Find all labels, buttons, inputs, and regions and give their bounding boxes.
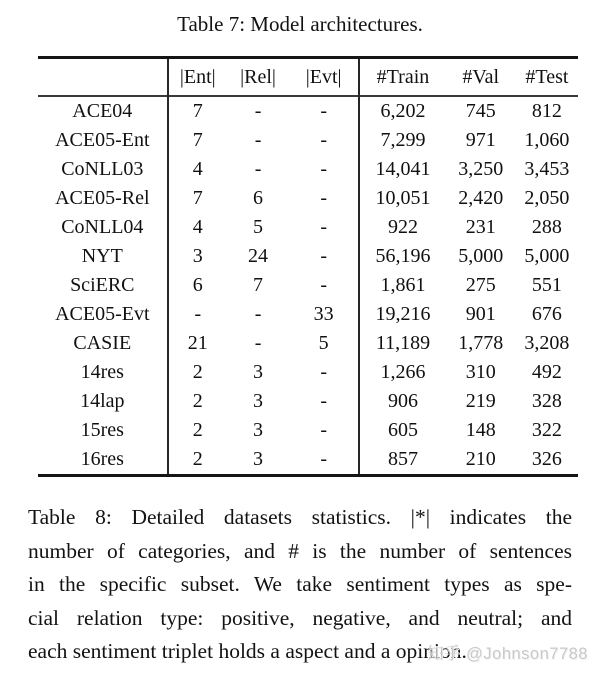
value-cell: 7 <box>253 274 264 296</box>
value-cell: - <box>289 242 359 271</box>
table-row <box>38 213 578 242</box>
dataset-name-cell: ACE05-Ent <box>38 126 168 155</box>
value-cell: 7,299 <box>380 129 426 151</box>
dataset-name-cell: CASIE <box>38 329 168 358</box>
table-row <box>38 155 578 184</box>
table-row <box>38 184 578 213</box>
value-cell: 11,189 <box>375 332 431 354</box>
value-cell: 24 <box>248 245 269 267</box>
value-cell: 33 <box>289 300 359 329</box>
caption-line: in the specific subset. We take sentiment types as spe- <box>28 572 572 596</box>
table-row <box>38 126 578 155</box>
value-cell: 3 <box>253 361 264 383</box>
dataset-name-cell: 14lap <box>38 387 168 416</box>
value-cell: 19,216 <box>375 303 431 325</box>
table-row <box>38 329 578 358</box>
table-row <box>38 271 578 300</box>
caption-line: number of categories, and # is the number of sentences <box>28 538 572 563</box>
value-cell: 906 <box>387 390 418 412</box>
datasets-table <box>38 56 578 477</box>
value-cell: 3 <box>253 448 264 470</box>
dataset-name-cell: ACE05-Rel <box>38 184 168 213</box>
value-cell: - <box>289 416 359 445</box>
value-cell: 2 <box>192 419 203 441</box>
column-header-empty <box>38 58 168 97</box>
dataset-name-cell: ACE04 <box>38 96 168 126</box>
value-cell: 3,453 <box>524 158 570 180</box>
table-header-row <box>38 58 578 97</box>
value-cell: 14,041 <box>375 158 431 180</box>
table-row <box>38 416 578 445</box>
value-cell: - <box>289 445 359 476</box>
caption-line: Table 8: Detailed datasets statistics. |*| indicates the <box>28 505 572 529</box>
value-cell: 492 <box>531 361 562 383</box>
value-cell: 3 <box>253 390 264 412</box>
value-cell: 6 <box>192 274 203 296</box>
table-row <box>38 387 578 416</box>
value-cell: - <box>289 271 359 300</box>
dataset-name-cell: ACE05-Evt <box>38 300 168 329</box>
column-header: |Evt| <box>289 58 359 97</box>
value-cell: - <box>254 303 262 325</box>
value-cell: 901 <box>465 303 496 325</box>
value-cell: 2 <box>192 390 203 412</box>
value-cell: 1,778 <box>458 332 504 354</box>
table-row <box>38 300 578 329</box>
value-cell: 7 <box>192 129 203 151</box>
value-cell: 2,420 <box>458 187 504 209</box>
value-cell: 3,208 <box>524 332 570 354</box>
value-cell: 2 <box>192 448 203 470</box>
value-cell: - <box>289 213 359 242</box>
value-cell: 3 <box>192 245 203 267</box>
value-cell: 812 <box>531 100 562 122</box>
value-cell: - <box>289 387 359 416</box>
table-body <box>38 96 578 476</box>
dataset-name-cell: CoNLL03 <box>38 155 168 184</box>
table-row <box>38 445 578 476</box>
value-cell: - <box>254 332 262 354</box>
value-cell: 5,000 <box>524 245 570 267</box>
value-cell: 3,250 <box>458 158 504 180</box>
value-cell: 10,051 <box>375 187 431 209</box>
value-cell: 5 <box>289 329 359 358</box>
value-cell: 7 <box>192 100 203 122</box>
value-cell: 1,060 <box>524 129 570 151</box>
dataset-name-cell: CoNLL04 <box>38 213 168 242</box>
value-cell: - <box>289 358 359 387</box>
caption-line: each sentiment triplet holds a aspect and a opinion. <box>28 639 467 663</box>
dataset-name-cell: 14res <box>38 358 168 387</box>
value-cell: 231 <box>465 216 496 238</box>
value-cell: - <box>254 129 262 151</box>
column-header: |Rel| <box>240 65 276 88</box>
value-cell: 1,861 <box>380 274 426 296</box>
column-header: #Train <box>376 65 430 88</box>
dataset-name-cell: 16res <box>38 445 168 476</box>
value-cell: 551 <box>531 274 562 296</box>
value-cell: - <box>289 126 359 155</box>
dataset-name-cell: NYT <box>38 242 168 271</box>
dataset-name-cell: SciERC <box>38 271 168 300</box>
value-cell: - <box>254 158 262 180</box>
value-cell: 148 <box>465 419 496 441</box>
value-cell: - <box>289 96 359 126</box>
value-cell: 2 <box>192 361 203 383</box>
value-cell: 328 <box>531 390 562 412</box>
value-cell: 288 <box>531 216 562 238</box>
value-cell: 310 <box>465 361 496 383</box>
value-cell: 857 <box>387 448 418 470</box>
dataset-name-cell: 15res <box>38 416 168 445</box>
value-cell: - <box>254 100 262 122</box>
value-cell: 21 <box>187 332 208 354</box>
value-cell: 2,050 <box>524 187 570 209</box>
value-cell: 3 <box>253 419 264 441</box>
value-cell: 56,196 <box>375 245 431 267</box>
value-cell: 7 <box>192 187 203 209</box>
value-cell: 605 <box>387 419 418 441</box>
value-cell: 6,202 <box>380 100 426 122</box>
value-cell: - <box>289 155 359 184</box>
value-cell: - <box>289 184 359 213</box>
value-cell: 326 <box>531 448 562 470</box>
value-cell: 219 <box>465 390 496 412</box>
value-cell: 210 <box>465 448 496 470</box>
zhihu-watermark: 知乎 @Johnson7788 <box>427 645 588 663</box>
value-cell: 4 <box>192 158 203 180</box>
table7-title: Table 7: Model architectures. <box>177 12 423 36</box>
value-cell: 4 <box>192 216 203 238</box>
column-header: |Ent| <box>179 65 216 88</box>
table-row <box>38 96 578 126</box>
column-header: #Test <box>525 65 569 88</box>
value-cell: 275 <box>465 274 496 296</box>
value-cell: 971 <box>465 129 496 151</box>
value-cell: 1,266 <box>380 361 426 383</box>
value-cell: 5 <box>253 216 264 238</box>
value-cell: 676 <box>531 303 562 325</box>
table-row <box>38 242 578 271</box>
value-cell: - <box>194 303 202 325</box>
column-header: #Val <box>462 65 500 88</box>
value-cell: 322 <box>531 419 562 441</box>
value-cell: 745 <box>465 100 496 122</box>
value-cell: 922 <box>387 216 418 238</box>
value-cell: 6 <box>253 187 264 209</box>
caption-line: cial relation type: positive, negative, and neutral; and <box>28 605 572 630</box>
value-cell: 5,000 <box>458 245 504 267</box>
table-row <box>38 358 578 387</box>
